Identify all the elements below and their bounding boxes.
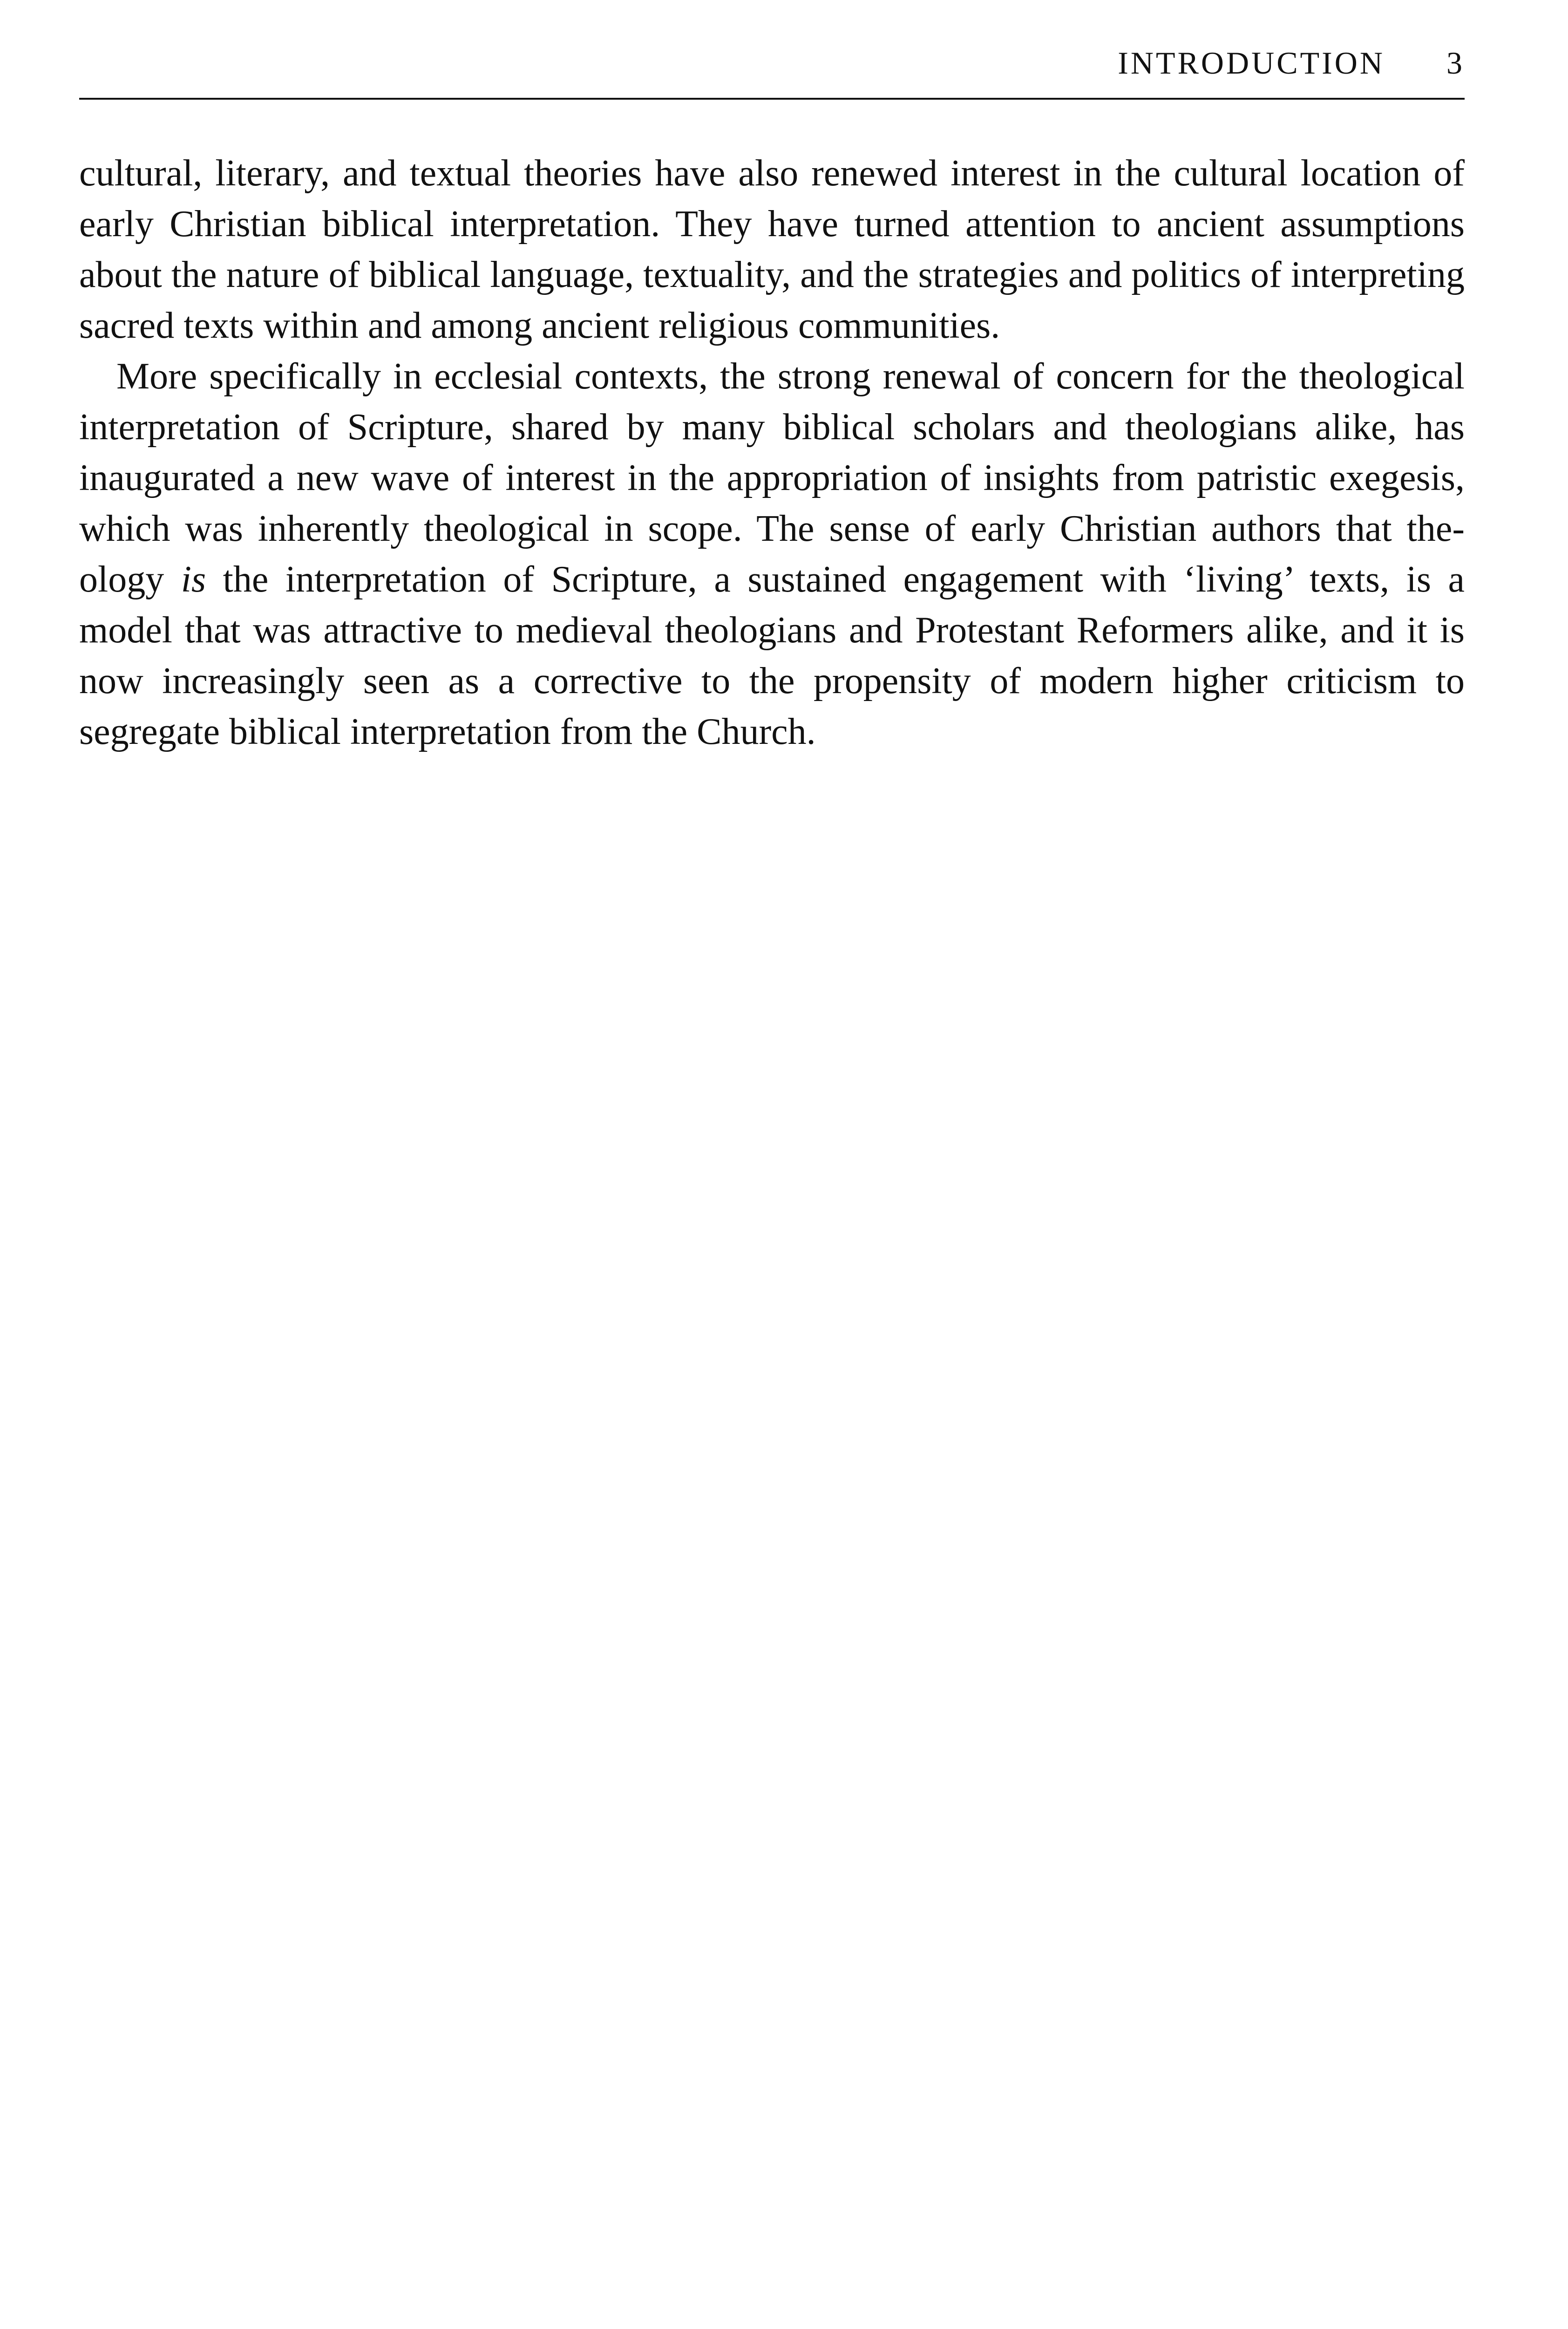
paragraph-2 [79,351,1465,757]
page-number: 3 [1446,45,1465,81]
paragraph-2-text-start: More specifically in ecclesial contexts, the strong renewal of concern for the theological interpretation of Scripture, shared by many biblical scholars and theologians alike, has inaugurated a new wave of interest in the appropriation of insights from patristic exegesis, which was inherently theological in scope. The sense of early Christian authors that theology [79,356,1465,600]
paragraph-2-emphasis: is [181,559,206,600]
running-head-title: INTRODUCTION [1118,45,1385,81]
header-rule [79,98,1465,100]
running-head [79,45,1465,96]
body-text [79,148,1465,757]
paragraph-1: cultural, literary, and textual theories have also renewed interest in the cultural location of early Christian biblical interpretation. They have turned attention to ancient assumptions about the nature of biblical language, textuality, and the strategies and politics of interpreting sacred texts within and among ancient religious communities. [79,153,1465,346]
paragraph-2-text-end: the interpretation of Scripture, a sustained engagement with ‘living’ texts, is a model that was attractive to medieval theologians and Protestant Reformers alike, and it is now increasingly seen as a corrective to the propensity of modern higher criticism to segregate biblical interpretation from the Church. [79,559,1465,752]
